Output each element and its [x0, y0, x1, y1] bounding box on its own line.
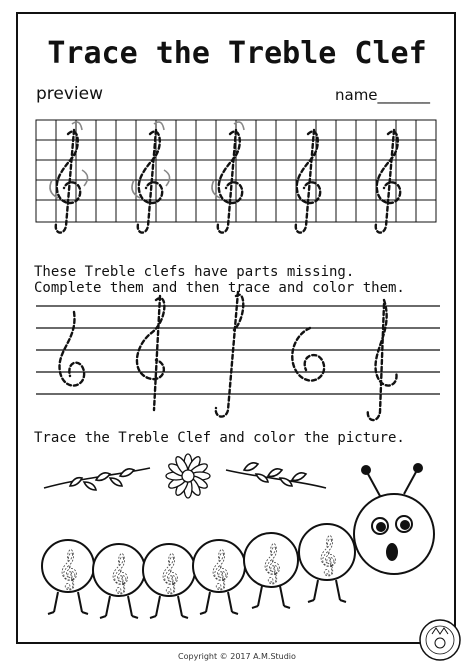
treble-clef-icon: 𝄞 — [208, 549, 230, 589]
treble-clef-icon — [216, 292, 243, 417]
treble-clef-icon — [60, 312, 85, 386]
treble-clef-icon — [296, 130, 320, 233]
preview-clefs — [50, 122, 400, 233]
treble-clef-icon — [137, 296, 164, 410]
vine-icon — [226, 463, 326, 488]
flower-icon — [166, 454, 210, 498]
worksheet-title: Trace the Treble Clef — [47, 36, 427, 71]
treble-clef-icon — [56, 130, 80, 233]
vine-icon — [44, 468, 150, 490]
treble-clef-icon: 𝄞 — [260, 543, 282, 583]
preview-label: preview — [36, 84, 104, 104]
arrow-icon — [82, 170, 88, 186]
preview-grid — [36, 120, 436, 222]
instruction-line-2: Complete them and then trace and color them. — [34, 280, 405, 296]
copyright-notice: Copyright © 2017 A.M.Studio — [178, 652, 296, 661]
arrow-icon — [72, 122, 82, 130]
treble-clef-icon — [218, 130, 242, 233]
treble-clef-icon: 𝄞 — [158, 553, 180, 593]
treble-clef-icon: 𝄞 — [108, 553, 130, 593]
treble-clef-icon — [138, 130, 162, 233]
treble-clef-icon — [368, 300, 397, 420]
arrow-icon — [164, 170, 170, 186]
treble-clef-icon: 𝄞 — [316, 535, 338, 575]
caterpillar-icon — [42, 464, 434, 618]
treble-clef-icon: 𝄞 — [57, 549, 79, 589]
instruction-line-3: Trace the Treble Clef and color the picture. — [34, 430, 405, 446]
treble-clef-icon — [292, 328, 324, 381]
treble-clef-icon — [376, 130, 400, 233]
incomplete-clefs — [60, 292, 397, 420]
instruction-line-1: These Treble clefs have parts missing. — [34, 264, 355, 280]
name-field[interactable]: name_______ — [335, 86, 431, 104]
